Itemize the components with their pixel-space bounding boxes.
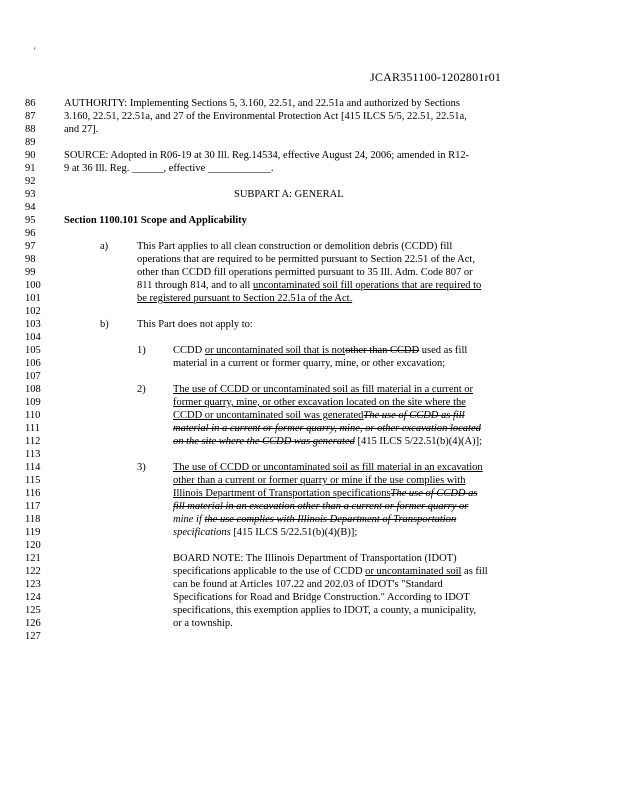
line-number: 118 <box>25 514 41 525</box>
inserted-text: be registered pursuant to Section 22.51a of the Act. <box>137 293 353 304</box>
text-line <box>0 513 618 526</box>
text-line <box>0 188 618 201</box>
line-number: 89 <box>25 137 36 148</box>
text-run: as fill <box>461 566 488 577</box>
line-number: 101 <box>25 293 41 304</box>
text-run: specifications applicable to the use of CCDD <box>173 566 366 577</box>
text-line <box>0 253 618 266</box>
text-run: 811 through 814, and to all <box>137 280 253 291</box>
text-line <box>0 604 618 617</box>
deleted-text: other than CCDD <box>345 345 420 356</box>
text-line <box>0 214 618 227</box>
deleted-text: the use complies with Illinois Department of Transportation <box>204 514 457 525</box>
line-number: 94 <box>25 202 36 213</box>
inserted-text: other than a current or former quarry or mine if the use complies with <box>173 475 466 486</box>
deleted-text: The use of CCDD as fill <box>363 410 465 421</box>
italic-text: mine if <box>173 514 205 525</box>
deleted-text: fill material in an excavation other than a current or former quarry or <box>173 501 469 512</box>
subpart-heading: SUBPART A: GENERAL <box>234 189 344 200</box>
text-line <box>0 240 618 253</box>
inserted-text: CCDD or uncontaminated soil was generated <box>173 410 364 421</box>
document-body <box>0 97 618 643</box>
text-line <box>0 448 618 461</box>
line-number: 91 <box>25 163 36 174</box>
text-line <box>0 383 618 396</box>
line-text <box>173 474 465 487</box>
text-line <box>0 630 618 643</box>
text-line <box>0 162 618 175</box>
line-number: 105 <box>25 345 41 356</box>
line-text <box>173 565 488 578</box>
line-number: 97 <box>25 241 36 252</box>
paragraph-label: 2) <box>137 384 146 395</box>
line-text: Specifications for Road and Bridge Construction." According to IDOT <box>173 592 470 603</box>
subsection-label: b) <box>100 319 109 330</box>
line-text: AUTHORITY: Implementing Sections 5, 3.160, 22.51, and 22.51a and authorized by Sections <box>64 98 460 109</box>
line-text <box>173 461 483 474</box>
line-number: 121 <box>25 553 41 564</box>
line-text: can be found at Articles 107.22 and 202.03 of IDOT's "Standard <box>173 579 443 590</box>
line-number: 90 <box>25 150 36 161</box>
line-text: This Part does not apply to: <box>137 319 253 330</box>
line-number: 93 <box>25 189 36 200</box>
line-text <box>173 526 357 539</box>
text-line <box>0 279 618 292</box>
line-number: 111 <box>25 423 40 434</box>
text-line <box>0 474 618 487</box>
text-line <box>0 201 618 214</box>
text-line <box>0 422 618 435</box>
inserted-text: former quarry, mine, or other excavation located on the site where the <box>173 397 466 408</box>
text-line <box>0 292 618 305</box>
line-text <box>173 487 477 500</box>
line-number: 106 <box>25 358 41 369</box>
line-text <box>173 383 473 396</box>
line-number: 86 <box>25 98 36 109</box>
line-number: 127 <box>25 631 41 642</box>
line-number: 107 <box>25 371 41 382</box>
line-number: 123 <box>25 579 41 590</box>
inserted-text: Illinois Department of Transportation specifications <box>173 488 391 499</box>
line-text <box>137 292 352 305</box>
text-line <box>0 331 618 344</box>
line-number: 96 <box>25 228 36 239</box>
paragraph-label: 3) <box>137 462 146 473</box>
line-number: 103 <box>25 319 41 330</box>
deleted-text: The use of CCDD as <box>390 488 478 499</box>
line-text <box>173 344 467 357</box>
text-line <box>0 227 618 240</box>
text-line <box>0 565 618 578</box>
line-text <box>173 422 481 435</box>
line-number: 95 <box>25 215 36 226</box>
line-text: or a township. <box>173 618 233 629</box>
paragraph-label: 1) <box>137 345 146 356</box>
line-number: 98 <box>25 254 36 265</box>
line-number: 115 <box>25 475 41 486</box>
line-number: 119 <box>25 527 41 538</box>
line-number: 124 <box>25 592 41 603</box>
inserted-text: The use of CCDD or uncontaminated soil as fill material in an excavation <box>173 462 483 473</box>
line-number: 120 <box>25 540 41 551</box>
line-text <box>173 513 456 526</box>
text-line <box>0 578 618 591</box>
text-run: [415 ILCS 5/22.51(b)(4)(A)]; <box>354 436 483 447</box>
inserted-text: or uncontaminated soil <box>365 566 462 577</box>
corner-mark: ' <box>34 46 36 56</box>
text-line <box>0 552 618 565</box>
text-line <box>0 409 618 422</box>
line-text <box>137 279 481 292</box>
text-line <box>0 110 618 123</box>
line-number: 117 <box>25 501 41 512</box>
inserted-text: The use of CCDD or uncontaminated soil as fill material in a current or <box>173 384 474 395</box>
line-number: 87 <box>25 111 36 122</box>
line-number: 113 <box>25 449 41 460</box>
line-text: and 27]. <box>64 124 99 135</box>
line-text <box>173 409 465 422</box>
text-line <box>0 617 618 630</box>
inserted-text: or uncontaminated soil that is not <box>204 345 346 356</box>
line-text <box>173 435 482 448</box>
text-line <box>0 318 618 331</box>
text-line <box>0 149 618 162</box>
board-note-text: BOARD NOTE: The Illinois Department of Transportation (IDOT) <box>173 553 457 564</box>
text-line <box>0 591 618 604</box>
inserted-text: uncontaminated soil fill operations that are required to <box>252 280 482 291</box>
line-text: specifications, this exemption applies to IDOT, a county, a municipality, <box>173 605 477 616</box>
text-run: used as fill <box>419 345 468 356</box>
line-text: SOURCE: Adopted in R06-19 at 30 Ill. Reg.14534, effective August 24, 2006; amended in R12- <box>64 150 470 161</box>
text-run: CCDD <box>173 345 205 356</box>
text-line <box>0 487 618 500</box>
text-line <box>0 435 618 448</box>
line-number: 125 <box>25 605 41 616</box>
line-number: 88 <box>25 124 36 135</box>
line-text: other than CCDD fill operations permitted pursuant to 35 Ill. Adm. Code 807 or <box>137 267 473 278</box>
text-line <box>0 539 618 552</box>
subsection-label: a) <box>100 241 109 252</box>
text-line <box>0 136 618 149</box>
italic-text: specifications <box>173 527 231 538</box>
text-line <box>0 123 618 136</box>
line-text: 9 at 36 Ill. Reg. ______, effective ____________. <box>64 163 274 174</box>
line-number: 116 <box>25 488 41 499</box>
deleted-text: on the site where the CCDD was generated <box>173 436 355 447</box>
section-heading: Section 1100.101 Scope and Applicability <box>64 215 247 226</box>
deleted-text: material in a current or former quarry, mine, or other excavation located <box>173 423 481 434</box>
line-number: 104 <box>25 332 41 343</box>
line-number: 110 <box>25 410 41 421</box>
line-number: 92 <box>25 176 36 187</box>
text-line <box>0 305 618 318</box>
line-text: This Part applies to all clean construction or demolition debris (CCDD) fill <box>137 241 453 252</box>
text-line <box>0 370 618 383</box>
line-number: 112 <box>25 436 41 447</box>
text-line <box>0 266 618 279</box>
line-text: 3.160, 22.51, 22.51a, and 27 of the Environmental Protection Act [415 ILCS 5/5, 22.51, 22.51a, <box>64 111 467 122</box>
line-number: 122 <box>25 566 41 577</box>
line-text: operations that are required to be permitted pursuant to Section 22.51 of the Act, <box>137 254 475 265</box>
text-line <box>0 344 618 357</box>
text-line <box>0 461 618 474</box>
text-line <box>0 97 618 110</box>
line-number: 99 <box>25 267 36 278</box>
text-line <box>0 357 618 370</box>
text-line <box>0 175 618 188</box>
text-line <box>0 526 618 539</box>
text-line <box>0 396 618 409</box>
line-number: 109 <box>25 397 41 408</box>
line-number: 114 <box>25 462 41 473</box>
text-line <box>0 500 618 513</box>
text-run: [415 ILCS 5/22.51(b)(4)(B)]; <box>230 527 358 538</box>
line-number: 102 <box>25 306 41 317</box>
line-number: 126 <box>25 618 41 629</box>
line-text <box>173 396 466 409</box>
line-number: 100 <box>25 280 41 291</box>
document-id-header: JCAR351100-1202801r01 <box>370 70 502 84</box>
line-number: 108 <box>25 384 41 395</box>
line-text <box>173 500 468 513</box>
line-text: material in a current or former quarry, mine, or other excavation; <box>173 358 446 369</box>
